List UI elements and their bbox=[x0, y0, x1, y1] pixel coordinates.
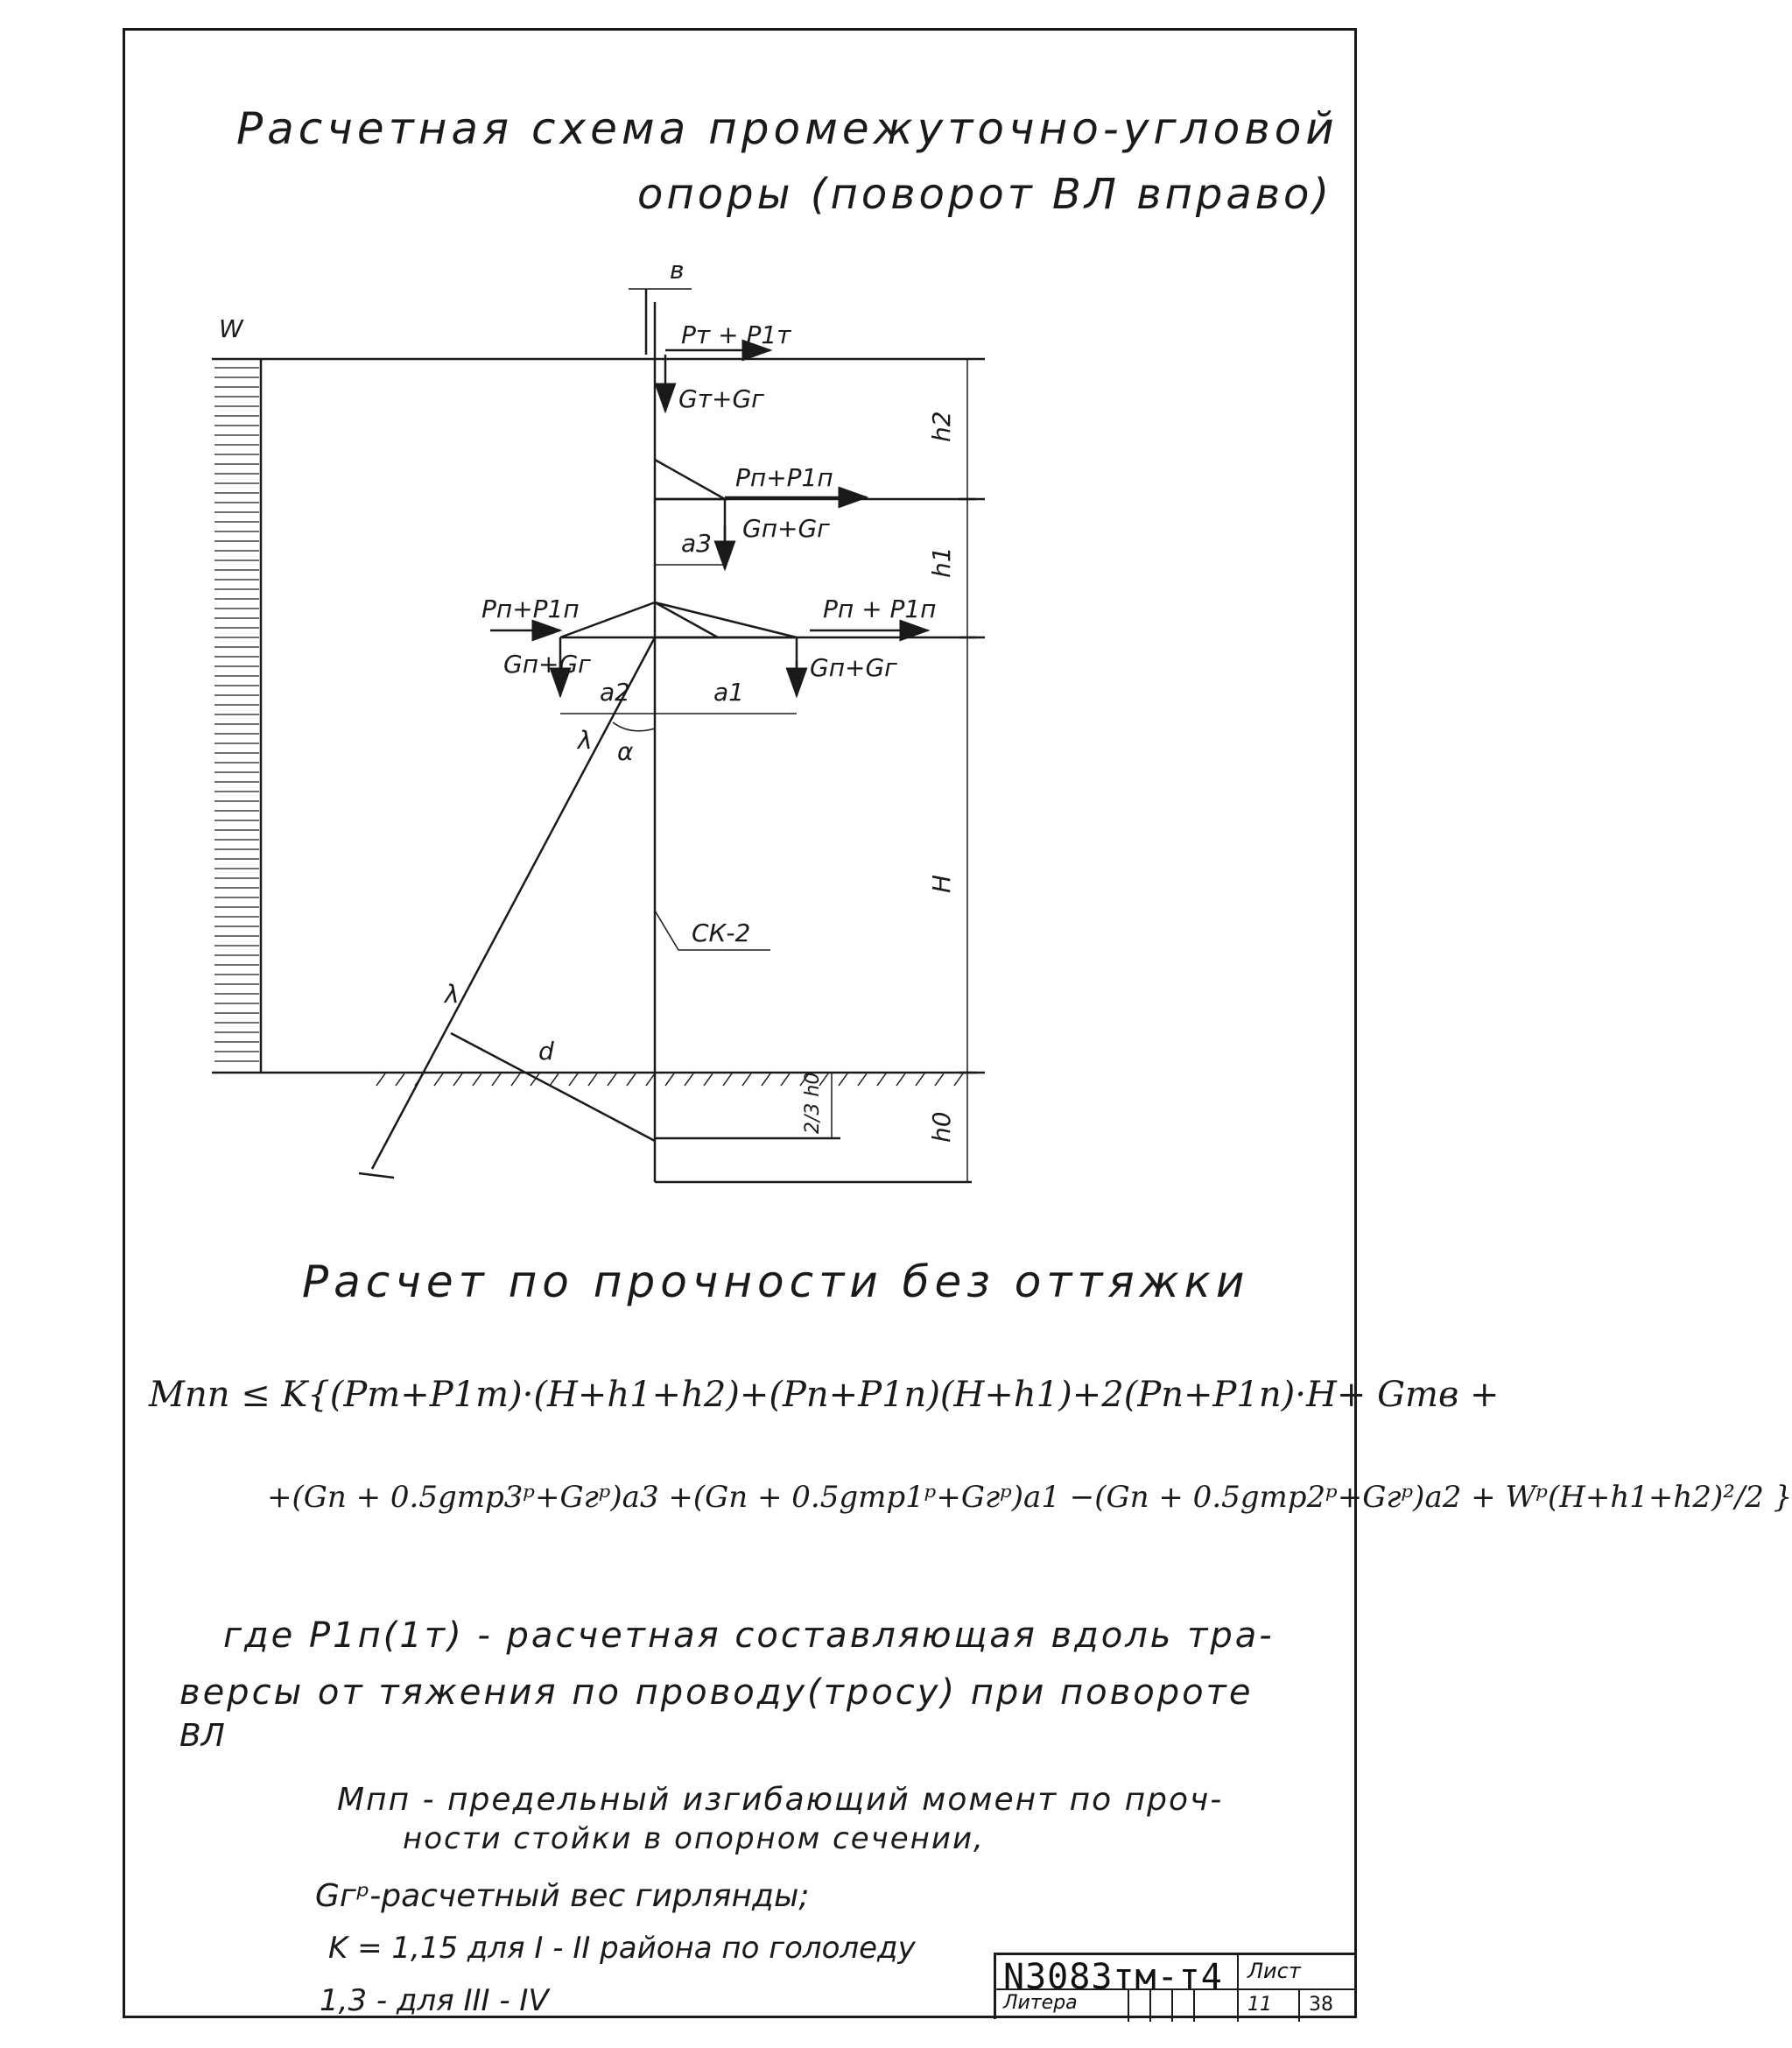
formula-line-2: +(Gп + 0.5gтр3ᵖ+Gгᵖ)a3 +(Gп + 0.5gтр1ᵖ+Gгᵖ)a1 −(Gп + 0.5gтр2ᵖ+Gгᵖ)a2 + Wᵖ(H+h1+h2)²/2 } bbox=[267, 1480, 1792, 1515]
left-force-label: Pп+P1п bbox=[481, 595, 580, 623]
title-block-stamp bbox=[994, 1953, 1355, 2019]
sheet-number: 11 bbox=[1237, 1988, 1298, 2022]
formula-line-1: Mпп ≤ K{(Pт+P1т)·(H+h1+h2)+(Pп+P1п)(H+h1)+2(Pп+P1п)·H+ Gтв + bbox=[149, 1375, 1500, 1415]
ground-hatch-stroke bbox=[954, 1073, 963, 1086]
ground-hatch-stroke bbox=[511, 1073, 520, 1086]
ground-hatch-stroke bbox=[896, 1073, 905, 1086]
litera-label: Литера bbox=[1003, 1992, 1078, 2014]
upper-traverse bbox=[655, 460, 725, 499]
ground-hatch-stroke bbox=[935, 1073, 944, 1086]
ground-hatch-stroke bbox=[608, 1073, 616, 1086]
top-force-label: Pт + P1т bbox=[681, 320, 791, 349]
d-label: d bbox=[538, 1037, 554, 1066]
ground-hatch-stroke bbox=[492, 1073, 501, 1086]
h2-label: h2 bbox=[927, 411, 956, 442]
lower-traverse bbox=[560, 602, 797, 637]
lambda-upper-label: λ bbox=[578, 726, 593, 755]
H-label: H bbox=[927, 874, 956, 893]
alpha-arc bbox=[613, 722, 655, 731]
ground-hatch-stroke bbox=[762, 1073, 770, 1086]
ground-hatch-stroke bbox=[434, 1073, 443, 1086]
ground-hatch-stroke bbox=[569, 1073, 578, 1086]
ground-hatch-stroke bbox=[916, 1073, 924, 1086]
ground-hatch-stroke bbox=[685, 1073, 693, 1086]
sheet-label: Лист bbox=[1237, 1955, 1358, 1988]
note-mpp-line-2: ности стойки в опорном сечении, bbox=[403, 1821, 985, 1856]
ground-hatch-stroke bbox=[723, 1073, 732, 1086]
ground-hatch-stroke bbox=[627, 1073, 636, 1086]
ground-hatch-stroke bbox=[877, 1073, 886, 1086]
upper-force-label: Pп+P1п bbox=[735, 463, 833, 492]
ground-hatch-stroke bbox=[473, 1073, 481, 1086]
ground-hatch-stroke bbox=[588, 1073, 597, 1086]
ground-hatch-stroke bbox=[550, 1073, 559, 1086]
right-weight-label: Gп+Gг bbox=[810, 653, 897, 682]
two-thirds-h0-label: 2/3 h0 bbox=[802, 1072, 824, 1134]
wind-label: W bbox=[219, 314, 243, 343]
section-title: Расчет по прочности без оттяжки bbox=[302, 1256, 1250, 1307]
title-line-1: Расчетная схема промежуточно-угловой bbox=[236, 103, 1339, 154]
ground-hatch-stroke bbox=[415, 1073, 424, 1086]
right-force-label: Pп + P1п bbox=[823, 595, 937, 623]
ground-hatch-stroke bbox=[858, 1073, 867, 1086]
ground-hatch-stroke bbox=[742, 1073, 751, 1086]
guy-wire bbox=[372, 637, 655, 1169]
anchor-hatch bbox=[359, 1173, 394, 1178]
offset-b-label: в bbox=[670, 256, 685, 285]
left-weight-label: Gп+Gг bbox=[503, 650, 591, 679]
ground-hatch-stroke bbox=[646, 1073, 655, 1086]
note-where-line-1: где P1п(1т) - расчетная составляющая вдоль тра- bbox=[223, 1615, 1275, 1656]
pole-type-label: СК-2 bbox=[692, 918, 751, 947]
ground-hatch-stroke bbox=[396, 1073, 404, 1086]
ground-hatch-stroke bbox=[376, 1073, 385, 1086]
a1-label: a1 bbox=[713, 678, 744, 707]
ground-hatch-stroke bbox=[704, 1073, 713, 1086]
h1-label: h1 bbox=[927, 546, 956, 578]
total-sheets: 38 bbox=[1298, 1988, 1358, 2022]
ground-hatch-stroke bbox=[453, 1073, 462, 1086]
wind-load-arrows bbox=[214, 368, 259, 1061]
upper-weight-label: Gп+Gг bbox=[742, 514, 830, 543]
note-gg: Gгᵖ-расчетный вес гирлянды; bbox=[315, 1878, 810, 1914]
a2-label: a2 bbox=[600, 678, 630, 707]
title-line-2: опоры (поворот ВЛ вправо) bbox=[637, 170, 1333, 219]
top-weight-label: Gт+Gг bbox=[678, 384, 764, 413]
ground-hatch-stroke bbox=[839, 1073, 847, 1086]
note-mpp-line-1: Мпп - предельный изгибающий момент по проч- bbox=[337, 1782, 1224, 1818]
note-k1: K = 1,15 для I - II района по гололеду bbox=[328, 1931, 916, 1966]
a3-label: a3 bbox=[681, 529, 712, 558]
note-k2: 1,3 - для III - IV bbox=[320, 1983, 549, 2018]
lambda-lower-label: λ bbox=[445, 980, 460, 1009]
alpha-label: α bbox=[617, 737, 634, 766]
document-code: N3083тм-т4 bbox=[1003, 1957, 1223, 1997]
note-where-line-2: версы от тяжения по проводу(тросу) при повороте bbox=[179, 1672, 1254, 1713]
ground-hatch-stroke bbox=[665, 1073, 674, 1086]
note-where-line-3: ВЛ bbox=[179, 1718, 225, 1754]
ground-hatch bbox=[376, 1073, 963, 1086]
h0-label: h0 bbox=[927, 1111, 956, 1143]
ground-hatch-stroke bbox=[781, 1073, 790, 1086]
